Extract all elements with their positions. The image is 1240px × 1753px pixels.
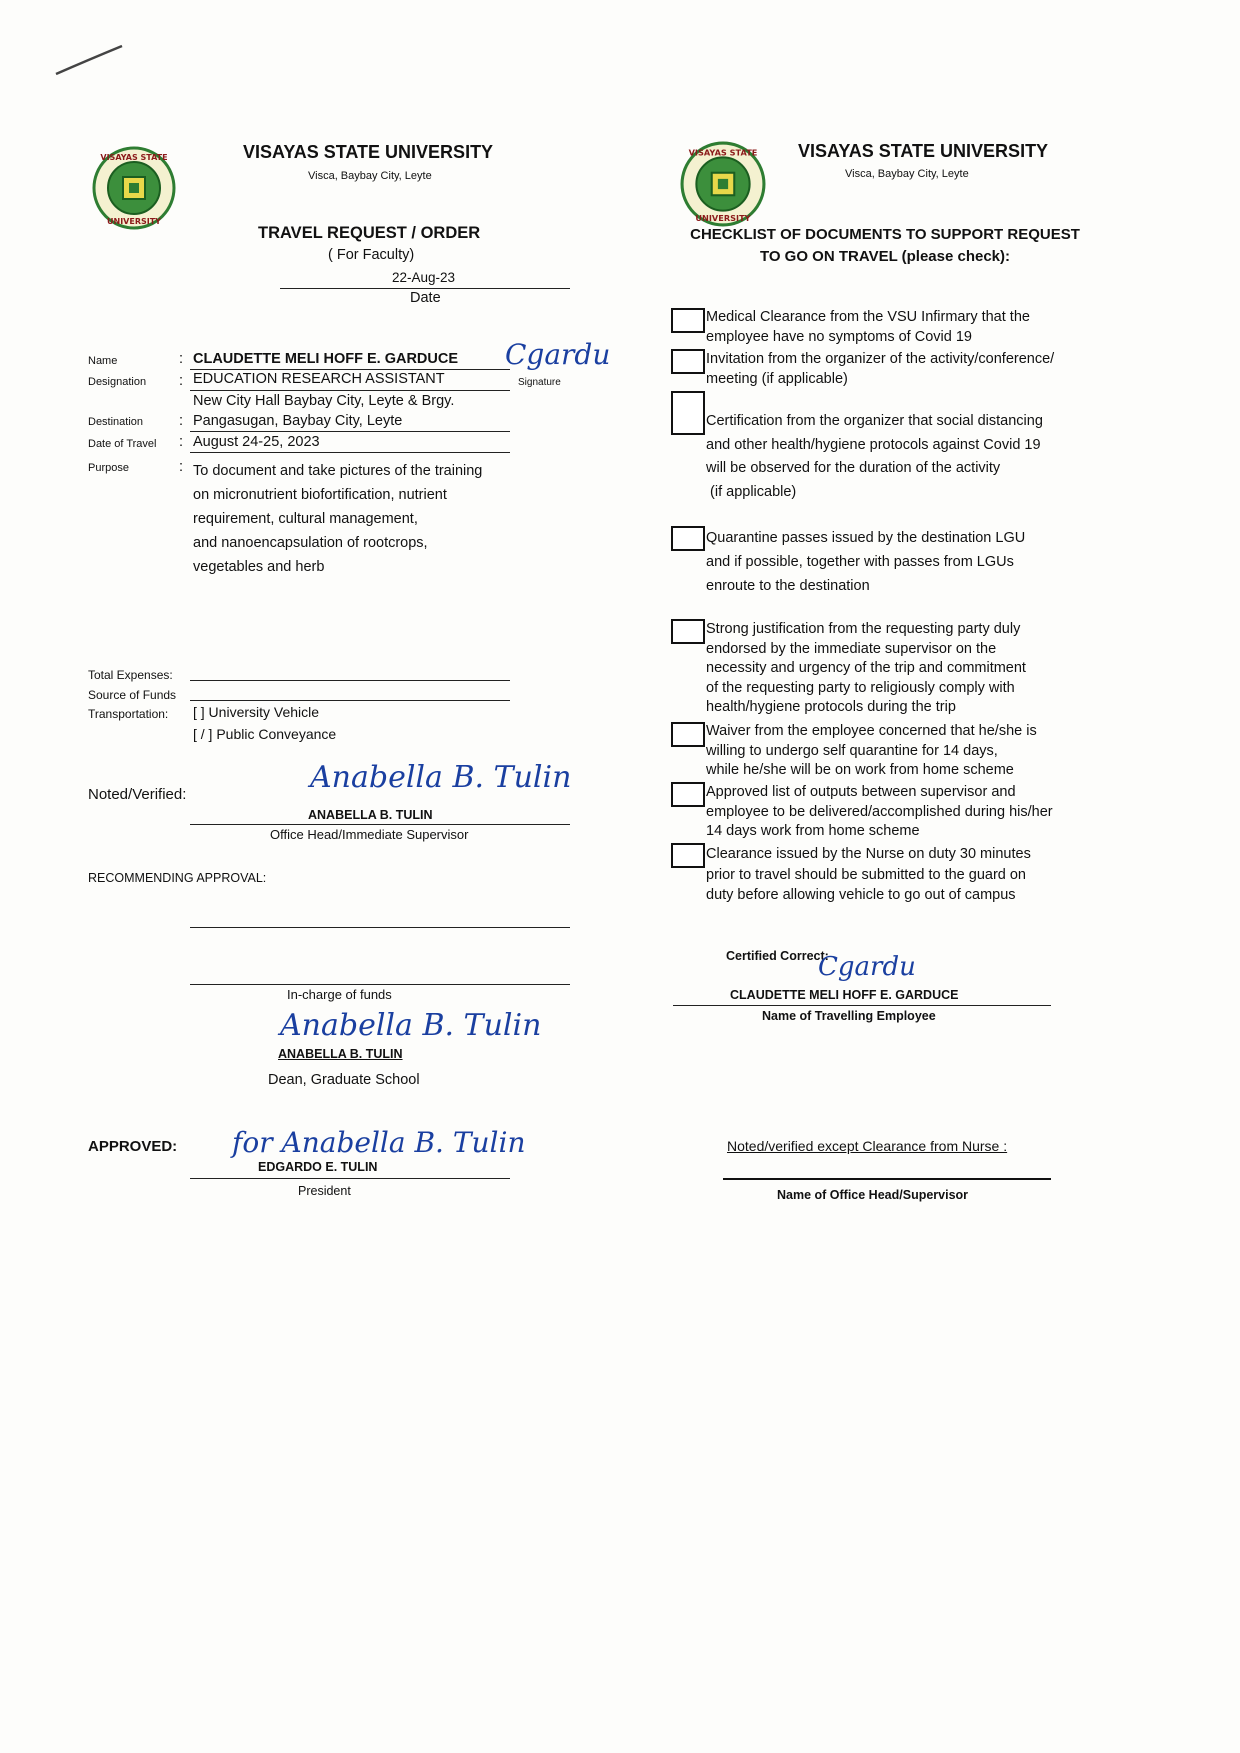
checkbox-invitation[interactable] — [671, 349, 705, 374]
name-label: Name — [88, 355, 118, 367]
purpose-line: To document and take pictures of the training — [193, 463, 483, 479]
purpose-line: requirement, cultural management, — [193, 511, 418, 527]
funds-line — [190, 984, 570, 985]
destination-label: Destination — [88, 416, 144, 428]
form-subtitle: ( For Faculty) — [328, 247, 415, 263]
checklist-title-line1: CHECKLIST OF DOCUMENTS TO SUPPORT REQUEST — [690, 226, 1080, 243]
signature-label: Signature — [518, 377, 561, 388]
employee-role: Name of Travelling Employee — [762, 1009, 936, 1023]
total-expenses-label: Total Expenses: — [88, 668, 173, 682]
recommending-line — [190, 927, 570, 928]
name-value: CLAUDETTE MELI HOFF E. GARDUCE — [193, 351, 459, 367]
date-travel-value: August 24-25, 2023 — [193, 434, 320, 450]
checklist-item: Medical Clearance from the VSU Infirmary that the employee have no symptoms of Covid 19 — [706, 309, 1030, 345]
employee-signature-right: Cgardu — [818, 952, 916, 982]
total-expenses-line — [190, 680, 510, 681]
noted-name: ANABELLA B. TULIN — [308, 808, 433, 822]
source-funds-line — [190, 700, 510, 701]
approved-label: APPROVED: — [88, 1138, 178, 1155]
source-funds-label: Source of Funds — [88, 688, 177, 702]
checkbox-certification[interactable] — [671, 391, 705, 435]
checklist-item: Waiver from the employee concerned that he/she is willing to undergo self quarantine for 14 days, while he/she will be on work from home scheme — [706, 723, 1037, 778]
checkbox-quarantine-passes[interactable] — [671, 526, 705, 551]
seal-top-text: VISAYAS STATE — [688, 147, 758, 158]
checkbox-strong-justification[interactable] — [671, 619, 705, 644]
president-role: President — [298, 1184, 351, 1198]
checklist-title-line2: TO GO ON TRAVEL (please check): — [759, 248, 1011, 265]
dean-name: ANABELLA B. TULIN — [278, 1047, 403, 1061]
colon: : — [179, 413, 184, 429]
designation-label: Designation — [88, 376, 147, 388]
colon: : — [179, 459, 184, 475]
checklist-item: Certification from the organizer that social distancing and other health/hygiene protocols against Covid 19 will be observed for the duration of the activity (if applicable) — [706, 413, 1043, 500]
right-university-name: VISAYAS STATE UNIVERSITY — [798, 141, 1049, 161]
pen-mark — [48, 40, 128, 80]
employee-signature: Cgardu — [505, 338, 611, 371]
checkbox-waiver[interactable] — [671, 722, 705, 747]
destination-line1: New City Hall Baybay City, Leyte & Brgy. — [193, 393, 455, 409]
left-university-name: VISAYAS STATE UNIVERSITY — [243, 142, 494, 162]
checkbox-nurse-clearance[interactable] — [671, 843, 705, 868]
name-line — [190, 369, 510, 370]
checklist-title — [660, 224, 1110, 268]
left-address: Visca, Baybay City, Leyte — [308, 170, 432, 182]
date-travel-line — [190, 452, 510, 453]
certified-label: Certified Correct: — [726, 949, 829, 963]
employee-line — [673, 1005, 1051, 1006]
transportation-label: Transportation: — [88, 707, 169, 721]
noted-role: Office Head/Immediate Supervisor — [270, 827, 469, 842]
transport-option-university: [ ] University Vehicle — [193, 704, 320, 720]
date-label: Date — [410, 290, 441, 306]
checkbox-approved-outputs[interactable] — [671, 782, 705, 807]
seal-bottom-text: UNIVERSITY — [695, 212, 751, 223]
designation-line — [190, 390, 510, 391]
purpose-line: vegetables and herb — [193, 559, 325, 575]
transport-option-public: [ / ] Public Conveyance — [193, 726, 337, 742]
checklist-item: Approved list of outputs between supervisor and employee to be delivered/accomplished during his/her 14 days work from home scheme — [706, 784, 1053, 839]
destination-line2: Pangasugan, Baybay City, Leyte — [193, 413, 403, 429]
supervisor-signature: Anabella B. Tulin — [310, 760, 572, 795]
date-line — [280, 288, 570, 289]
colon: : — [179, 351, 184, 367]
checklist-item: Clearance issued by the Nurse on duty 30 minutes prior to travel should be submitted to the guard on duty before allowing vehicle to go out of campus — [706, 846, 1031, 903]
president-line — [190, 1178, 510, 1179]
seal-top-text: VISAYAS STATE — [100, 153, 168, 162]
seal-bottom-text: UNIVERSITY — [107, 217, 161, 226]
noted-label: Noted/Verified: — [88, 786, 187, 803]
university-seal-right — [680, 141, 766, 227]
funds-role: In-charge of funds — [287, 987, 392, 1002]
president-name: EDGARDO E. TULIN — [258, 1160, 378, 1174]
dean-signature: Anabella B. Tulin — [280, 1008, 542, 1043]
checklist-item: Strong justification from the requesting party duly endorsed by the immediate supervisor on the necessity and urgency of the trip and commitment of the requesting party to religiously comply with health/hygiene protocols during the trip — [706, 621, 1026, 715]
purpose-text — [193, 459, 482, 579]
date-value: 22-Aug-23 — [392, 270, 456, 285]
noted-except-label: Noted/verified except Clearance from Nurse : — [727, 1138, 1008, 1154]
purpose-line: and nanoencapsulation of rootcrops, — [193, 535, 428, 551]
purpose-line: on micronutrient biofortification, nutrient — [193, 487, 447, 503]
president-signature: for Anabella B. Tulin — [232, 1126, 526, 1159]
colon: : — [179, 434, 184, 450]
office-head-role: Name of Office Head/Supervisor — [777, 1188, 969, 1202]
university-seal-left — [92, 146, 176, 230]
checkbox-medical-clearance[interactable] — [671, 308, 705, 333]
dean-role: Dean, Graduate School — [268, 1072, 420, 1088]
employee-name: CLAUDETTE MELI HOFF E. GARDUCE — [730, 988, 959, 1002]
office-head-line — [723, 1178, 1051, 1180]
destination-line — [190, 431, 510, 432]
form-title: TRAVEL REQUEST / ORDER — [258, 224, 481, 242]
checklist-item: Quarantine passes issued by the destination LGU and if possible, together with passes from LGUs enroute to the destination — [706, 530, 1026, 594]
purpose-label: Purpose — [88, 462, 129, 474]
checklist-item: Invitation from the organizer of the activity/conference/ meeting (if applicable) — [706, 351, 1055, 387]
recommending-label: RECOMMENDING APPROVAL: — [88, 871, 267, 885]
date-travel-label: Date of Travel — [88, 438, 157, 450]
colon: : — [179, 373, 184, 389]
noted-line — [190, 824, 570, 825]
designation-value: EDUCATION RESEARCH ASSISTANT — [193, 371, 445, 387]
right-address: Visca, Baybay City, Leyte — [845, 168, 969, 180]
